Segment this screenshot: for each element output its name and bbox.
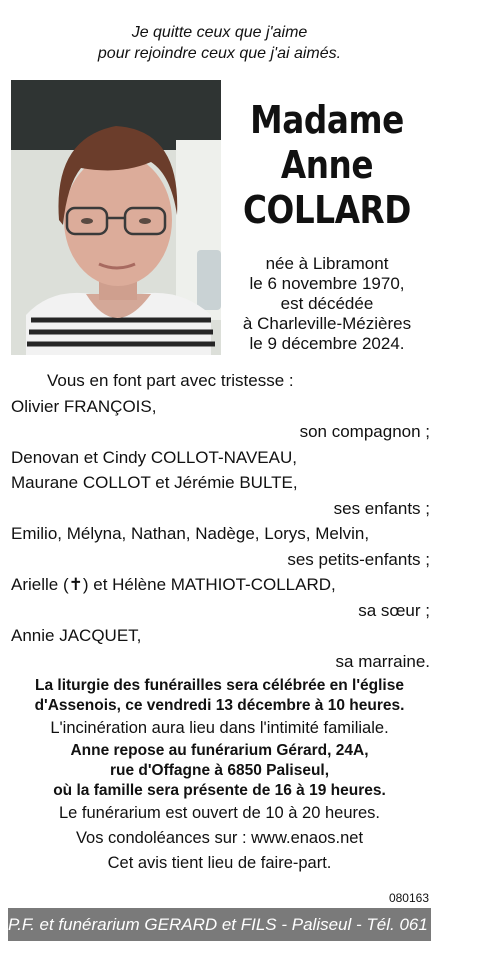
rest-line: où la famille sera présente de 16 à 19 heures. [53,782,386,799]
relation-line: ses petits-enfants ; [287,549,430,569]
birth-line: à Charleville-Mézières [242,314,412,333]
epigraph-line: Je quitte ceux que j'aime [131,24,308,41]
family-line: Denovan et Cindy COLLOT-NAVEAU, [11,447,297,467]
announcement-intro: Vous en font part avec tristesse : [47,371,294,390]
condolences-line: Vos condoléances sur : www.enaos.net [75,829,364,847]
reference-code: 080163 [388,891,429,905]
relation-line: son compagnon ; [299,422,430,441]
deceased-last-name: COLLARD [243,188,411,232]
relation-line: sa marraine. [335,651,430,671]
ceremony-info [0,676,439,876]
epigraph [0,22,439,64]
family-line: Annie JACQUET, [11,626,142,645]
liturgy-line: d'Assenois, ce vendredi 13 décembre à 10 heures. [34,697,405,714]
birth-line: née à Libramont [265,254,389,273]
family-line: Maurane COLLOT et Jérémie BULTE, [11,473,298,492]
birth-line: le 9 décembre 2024. [249,334,405,353]
cremation-line: L'incinération aura lieu dans l'intimité familiale. [50,719,389,737]
relation-line: sa sœur ; [358,600,430,620]
epigraph-line: pour rejoindre ceux que j'ai aimés. [97,45,342,62]
deceased-name [240,98,414,233]
birth-line: le 6 novembre 1970, [249,274,405,293]
portrait-illustration [11,80,221,355]
birth-death-details [226,254,428,354]
relation-line: ses enfants ; [333,498,430,518]
portrait-photo [11,80,221,355]
family-line: Olivier FRANÇOIS, [11,396,157,416]
funeral-home-footer: P.F. et funérarium GERARD et FILS - Paliseul - Tél. 061 53 32 84 [8,908,431,941]
deceased-first-name: Anne [280,143,374,187]
rest-line: Anne repose au funérarium Gérard, 24A, [70,742,369,759]
family-list [11,368,430,674]
liturgy-line: La liturgie des funérailles sera célébrée en l'église [35,677,404,694]
hours-line: Le funérarium est ouvert de 10 à 20 heures. [58,804,381,822]
notice-line: Cet avis tient lieu de faire-part. [107,854,332,872]
deceased-title: Madame [250,98,404,142]
rest-line: rue d'Offagne à 6850 Paliseul, [109,762,330,779]
family-line: Arielle (✝) et Hélène MATHIOT-COLLARD, [11,575,336,594]
family-line: Emilio, Mélyna, Nathan, Nadège, Lorys, Melvin, [11,524,370,543]
birth-line: est décédée [280,294,374,313]
